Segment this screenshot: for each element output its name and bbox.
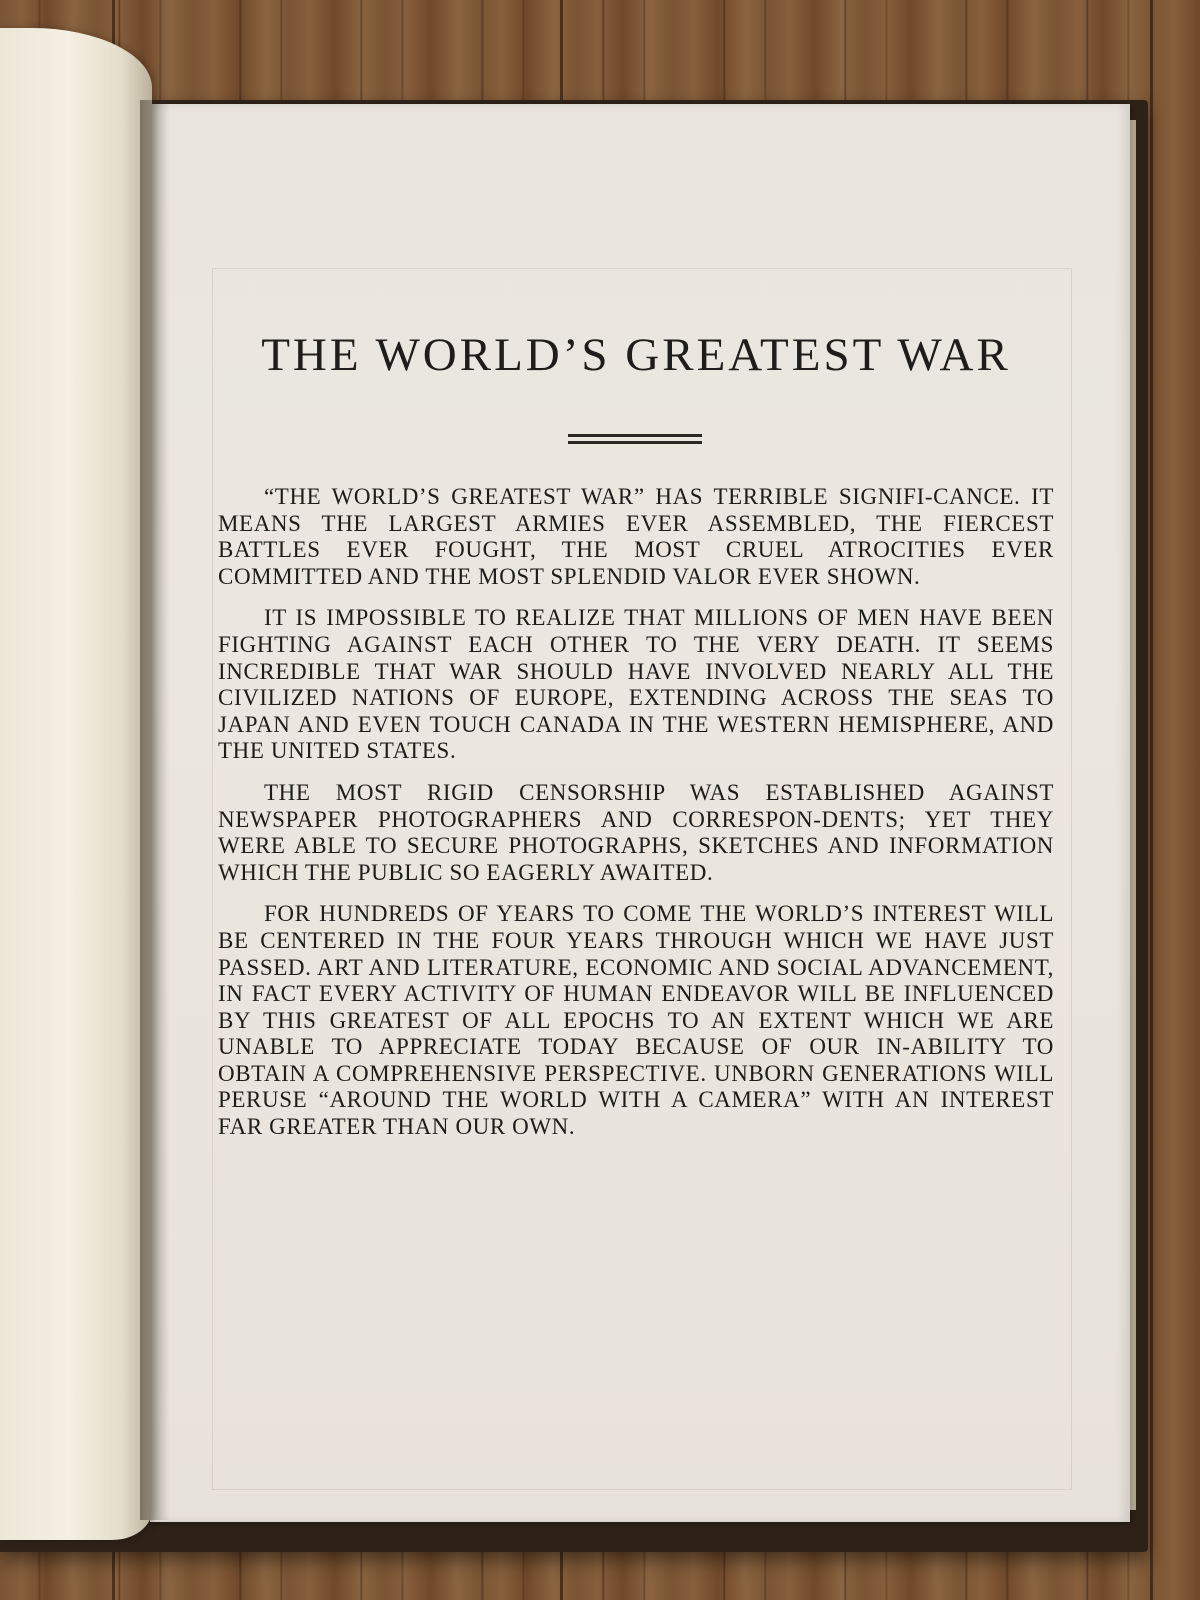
- left-page-curl: [0, 28, 152, 1540]
- paragraph-millions-of-men: IT IS IMPOSSIBLE TO REALIZE THAT MILLIONS OF MEN HAVE BEEN FIGHTING AGAINST EACH OTHER TO THE VERY DEATH. IT SEEMS INCREDIBLE THAT WAR SHOULD HAVE INVOLVED NEARLY ALL THE CIVILIZED NATIONS OF EUROPE, EXTENDING ACROSS THE SEAS TO JAPAN AND EVEN TOUCH CANADA IN THE WESTERN HEMISPHERE, AND THE UNITED STATES.: [218, 605, 1054, 764]
- title-rule-top: [568, 434, 702, 437]
- page-title: THE WORLD’S GREATEST WAR: [261, 329, 1011, 381]
- paragraph-hundreds-of-years: FOR HUNDREDS OF YEARS TO COME THE WORLD’S INTEREST WILL BE CENTERED IN THE FOUR YEARS THROUGH WHICH WE HAVE JUST PASSED. ART AND LITERATURE, ECONOMIC AND SOCIAL ADVANCEMENT, IN FACT EVERY ACTIVITY OF HUMAN ENDEAVOR WILL BE INFLUENCED BY THIS GREATEST OF ALL EPOCHS TO AN EXTENT WHICH WE ARE UNABLE TO APPRECIATE TODAY BECAUSE OF OUR IN-ABILITY TO OBTAIN A COMPREHENSIVE PERSPECTIVE. UNBORN GENERATIONS WILL PERUSE “AROUND THE WORLD WITH A CAMERA” WITH AN INTEREST FAR GREATER THAN OUR OWN.: [218, 901, 1054, 1140]
- paragraph-significance: “THE WORLD’S GREATEST WAR” HAS TERRIBLE SIGNIFI-CANCE. IT MEANS THE LARGEST ARMIES EVER ASSEMBLED, THE FIERCEST BATTLES EVER FOUGHT, THE MOST CRUEL ATROCITIES EVER COMMITTED AND THE MOST SPLENDID VALOR EVER SHOWN.: [218, 484, 1054, 589]
- table-board-seam: [1150, 0, 1153, 1600]
- paragraph-censorship: THE MOST RIGID CENSORSHIP WAS ESTABLISHED AGAINST NEWSPAPER PHOTOGRAPHERS AND CORRESPON-DENTS; YET THEY WERE ABLE TO SECURE PHOTOGRAPHS, SKETCHES AND INFORMATION WHICH THE PUBLIC SO EAGERLY AWAITED.: [218, 779, 1054, 885]
- book-gutter-shadow: [140, 100, 170, 1520]
- bleed-through-ghost: [420, 196, 840, 256]
- title-rule-bottom: [568, 441, 702, 444]
- body-text: [218, 484, 1054, 1156]
